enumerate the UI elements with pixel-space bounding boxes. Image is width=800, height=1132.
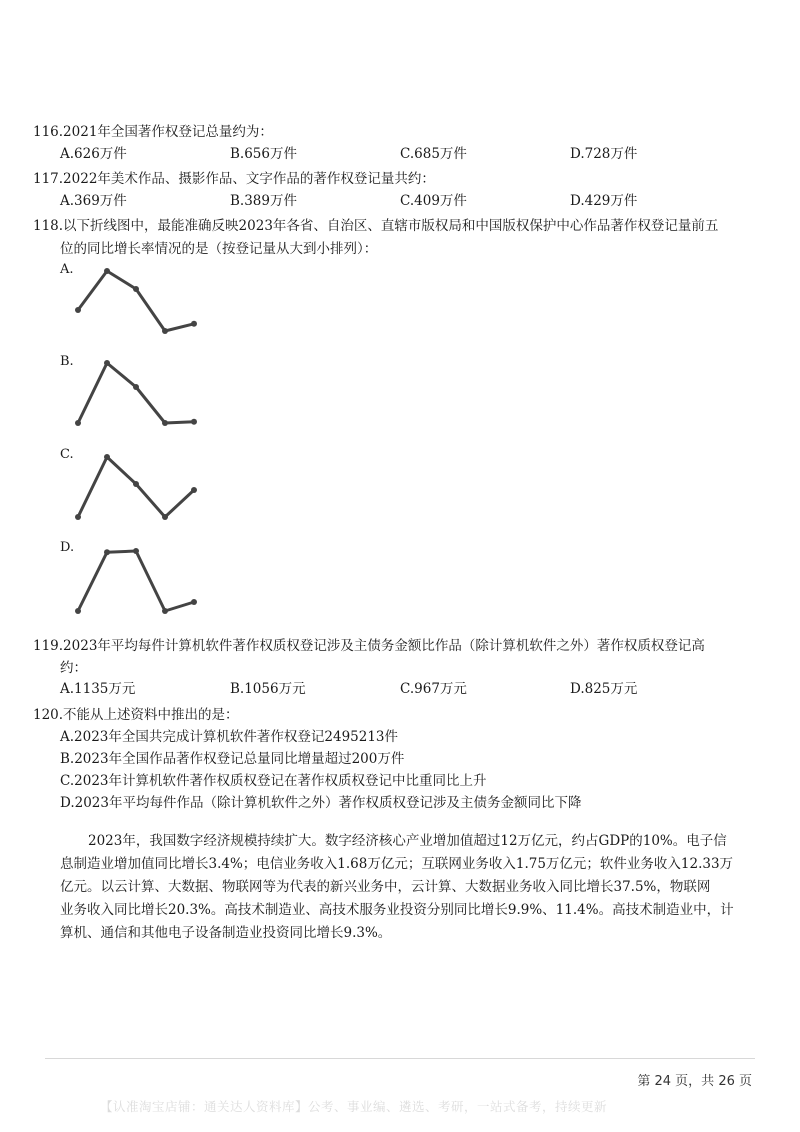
graph-point-5 [191,419,197,425]
page-indicator: 第 24 页，共 26 页 [637,1074,752,1089]
q117-option-c: C.409万件 [400,193,467,209]
question-117-stem: 117.2022年美术作品、摄影作品、文字作品的著作权登记量共约： [33,171,435,187]
graph-point-3 [133,286,139,292]
line-graph-option-b [70,357,210,432]
q119-option-b: B.1056万元 [230,681,306,697]
q120-option-a: A.2023年全国共完成计算机软件著作权登记2495213件 [60,729,399,745]
graph-point-1 [75,420,81,426]
question-120-stem: 120.不能从上述资料中推出的是： [33,707,239,723]
graph-line [78,363,194,423]
graph-c-label: C. [60,447,74,462]
graph-point-2 [104,549,110,555]
question-118-stem-line1: 118.以下折线图中，最能准确反映2023年各省、自治区、直辖市版权局和中国版权保护中心作品著作权登记量前五 [33,218,719,234]
graph-point-3 [133,384,139,390]
graph-point-2 [104,454,110,460]
graph-point-4 [162,328,168,334]
line-graph-option-a [70,265,210,340]
watermark-text: 【认准淘宝店铺：通关达人资料库】公考、事业编、遴选、考研，一站式备考，持续更新 [100,1099,608,1114]
graph-point-4 [162,608,168,614]
q116-option-b: B.656万件 [230,146,297,162]
passage-line-1: 2023年，我国数字经济规模持续扩大。数字经济核心产业增加值超过12万亿元，约占GDP的10%。电子信 [88,833,727,849]
graph-point-3 [133,548,139,554]
q119-option-c: C.967万元 [400,681,467,697]
graph-a-label: A. [60,262,74,277]
q116-option-c: C.685万件 [400,146,467,162]
graph-d-label: D. [60,540,75,555]
q117-option-b: B.389万件 [230,193,297,209]
q116-option-d: D.728万件 [570,146,638,162]
q117-option-a: A.369万件 [60,193,127,209]
graph-point-3 [133,481,139,487]
graph-point-1 [75,608,81,614]
q120-option-b: B.2023年全国作品著作权登记总量同比增量超过200万件 [60,751,405,767]
line-graph-option-d [70,545,210,620]
passage-line-3: 亿元。以云计算、大数据、物联网等为代表的新兴业务中，云计算、大数据业务收入同比增长37.5%，物联网 [60,879,711,895]
passage-line-4: 业务收入同比增长20.3%。高技术制造业、高技术服务业投资分别同比增长9.9%、11.4%。高技术制造业中，计 [60,902,734,918]
graph-line [78,551,194,611]
graph-line [78,271,194,331]
graph-point-2 [104,268,110,274]
graph-point-4 [162,420,168,426]
passage-line-5: 算机、通信和其他电子设备制造业投资同比增长9.3%。 [60,925,392,941]
graph-point-2 [104,360,110,366]
question-116-stem: 116.2021年全国著作权登记总量约为： [33,124,273,140]
question-119-stem-line1: 119.2023年平均每件计算机软件著作权质权登记涉及主债务金额比作品（除计算机软件之外）著作权质权登记高 [33,638,705,654]
graph-point-5 [191,487,197,493]
graph-point-5 [191,599,197,605]
line-graph-option-c [70,451,210,526]
graph-point-1 [75,307,81,313]
graph-point-1 [75,514,81,520]
graph-point-5 [191,321,197,327]
q119-option-d: D.825万元 [570,681,638,697]
question-119-stem-line2: 约： [60,660,87,676]
q116-option-a: A.626万件 [60,146,127,162]
graph-b-label: B. [60,354,74,369]
q120-option-c: C.2023年计算机软件著作权质权登记在著作权质权登记中比重同比上升 [60,773,487,789]
passage-line-2: 息制造业增加值同比增长3.4%；电信业务收入1.68万亿元；互联网业务收入1.75万亿元；软件业务收入12.33万 [60,856,734,872]
footer-divider [45,1058,755,1059]
q117-option-d: D.429万件 [570,193,638,209]
graph-point-4 [162,514,168,520]
q120-option-d: D.2023年平均每件作品（除计算机软件之外）著作权质权登记涉及主债务金额同比下降 [60,795,582,811]
question-118-stem-line2: 位的同比增长率情况的是（按登记量从大到小排列）： [60,241,378,257]
q119-option-a: A.1135万元 [60,681,136,697]
